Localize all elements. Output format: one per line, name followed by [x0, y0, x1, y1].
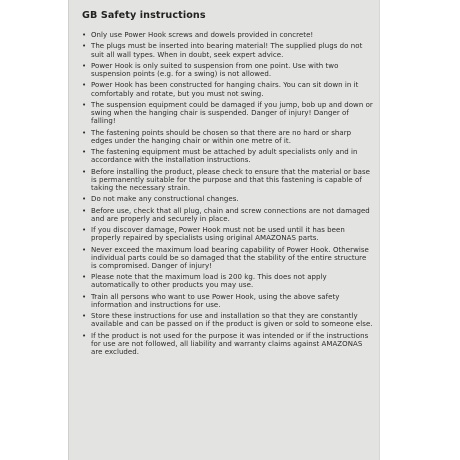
list-item-text: If the product is not used for the purpose it was intended or if the instructions for use are not followed, all liability and warranty claims against AMAZONAS are excluded. [91, 331, 369, 357]
bullet-icon: • [82, 42, 87, 51]
list-item [82, 246, 373, 271]
list-item [82, 81, 373, 97]
list-item [82, 168, 373, 193]
list-item [82, 62, 373, 78]
bullet-icon: • [82, 312, 87, 321]
list-item-text: Store these instructions for use and installation so that they are constantly available and can be passed on if the product is given or sold to someone else. [91, 312, 373, 329]
list-item-text: If you discover damage, Power Hook must not be used until it has been properly repaired by specialists using original AMAZONAS parts. [91, 226, 345, 243]
list-item [82, 195, 373, 203]
list-item [82, 42, 373, 58]
bullet-icon: • [82, 273, 87, 282]
list-item-text: The fastening equipment must be attached by adult specialists only and in accordance with the installation instructions. [91, 148, 358, 165]
bullet-icon: • [82, 292, 87, 301]
bullet-icon: • [82, 195, 87, 204]
list-item [82, 312, 373, 328]
list-item-text: The suspension equipment could be damaged if you jump, bob up and down or swing when the hanging chair is suspended. Danger of injury! Danger of falling! [91, 100, 373, 126]
list-item-text: The plugs must be inserted into bearing material! The supplied plugs do not suit all wall types. When in doubt, seek expert advice. [91, 42, 363, 59]
bullet-icon: • [82, 128, 87, 137]
list-item-text: Never exceed the maximum load bearing capability of Power Hook. Otherwise individual parts could be so damaged that the stability of the entire structure is compromised. Danger of injury! [91, 245, 369, 270]
bullet-icon: • [82, 100, 87, 109]
list-item-text: Do not make any constructional changes. [91, 195, 239, 204]
list-item [82, 226, 373, 242]
list-item [82, 129, 373, 145]
list-item-text: Before installing the product, please check to ensure that the material or base is permanently suitable for the purpose and that this fastening is capable of taking the necessary strain. [91, 167, 371, 192]
list-item-text: Power Hook is only suited to suspension from one point. Use with two suspension points (e.g. for a swing) is not allowed. [91, 61, 339, 78]
list-item [82, 31, 373, 39]
list-item-text: Before use, check that all plug, chain and screw connections are not damaged and are properly and securely in place. [91, 206, 370, 223]
bullet-icon: • [82, 206, 87, 215]
list-item [82, 101, 373, 126]
list-item-text: The fastening points should be chosen so that there are no hard or sharp edges under the hanging chair or within one metre of it. [91, 128, 352, 145]
bullet-icon: • [82, 61, 87, 70]
list-item-text: Train all persons who want to use Power Hook, using the above safety information and instructions for use. [91, 292, 340, 309]
list-item [82, 293, 373, 309]
document-title: GB Safety instructions [82, 10, 206, 21]
list-item-text: Only use Power Hook screws and dowels provided in concrete! [91, 31, 314, 39]
list-item-text: Please note that the maximum load is 200 kg. This does not apply automatically to other products you may use. [91, 273, 327, 290]
list-item [82, 332, 373, 357]
bullet-icon: • [82, 245, 87, 254]
bullet-icon: • [82, 31, 87, 39]
bullet-icon: • [82, 226, 87, 234]
list-item [82, 148, 373, 164]
list-item-text: Power Hook has been constructed for hanging chairs. You can sit down in it comfortably and rotate, but you must not swing. [91, 81, 359, 98]
bullet-icon: • [82, 331, 87, 340]
bullet-icon: • [82, 167, 87, 176]
list-item [82, 207, 373, 223]
instruction-sheet [68, 0, 380, 460]
list-item [82, 273, 373, 289]
safety-instructions-list [82, 31, 373, 356]
bullet-icon: • [82, 148, 87, 156]
bullet-icon: • [82, 81, 87, 90]
